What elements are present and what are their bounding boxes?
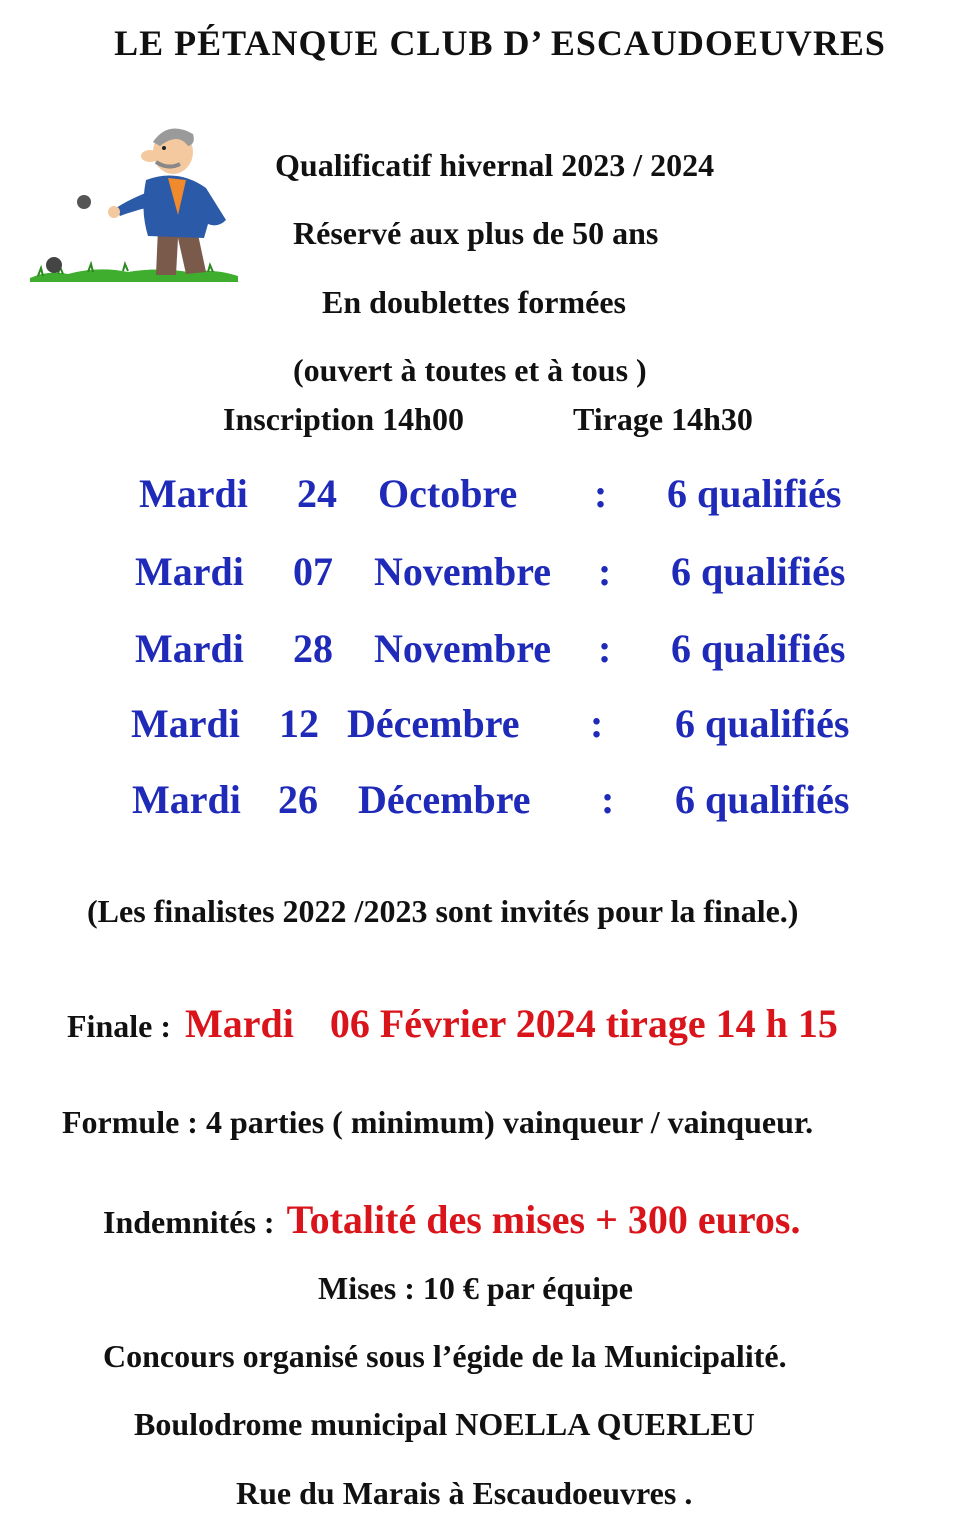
tirage-time: Tirage 14h30 [573, 401, 753, 437]
schedule-separator: : [594, 471, 608, 516]
formule-line: Formule : 4 parties ( minimum) vainqueur / vainqueur. [62, 1104, 814, 1140]
address-line: Rue du Marais à Escaudoeuvres . [236, 1475, 693, 1511]
open-to-all-line: (ouvert à toutes et à tous ) [293, 352, 647, 388]
schedule-separator: : [601, 777, 615, 822]
schedule-date: 12 [279, 701, 319, 746]
schedule-qualified: 6 qualifiés [667, 471, 842, 516]
finale-line [67, 1000, 838, 1050]
finale-day: Mardi [184, 1001, 294, 1046]
schedule-qualified: 6 qualifiés [671, 549, 846, 594]
petanque-player-cartoon-icon [28, 120, 243, 290]
schedule-day: Mardi [131, 701, 240, 746]
schedule-qualified: 6 qualifiés [671, 626, 846, 671]
schedule-day: Mardi [132, 777, 241, 822]
schedule-qualified: 6 qualifiés [675, 777, 850, 822]
schedule-date: 07 [293, 549, 333, 594]
indemnites-line [103, 1196, 800, 1246]
schedule-month: Novembre [374, 549, 551, 594]
inscription-time: Inscription 14h00 [223, 401, 464, 437]
age-restriction-line: Réservé aux plus de 50 ans [293, 215, 659, 251]
schedule-date: 26 [278, 777, 318, 822]
schedule-month: Novembre [374, 626, 551, 671]
finale-label: Finale : [67, 1008, 171, 1044]
schedule-month: Décembre [347, 701, 520, 746]
schedule-separator: : [590, 701, 604, 746]
page-title: LE PÉTANQUE CLUB D’ ESCAUDOEUVRES [114, 23, 886, 63]
indemnites-value: Totalité des mises + 300 euros. [286, 1197, 801, 1242]
schedule-month: Octobre [378, 471, 518, 516]
schedule-day: Mardi [135, 549, 244, 594]
finale-detail: 06 Février 2024 tirage 14 h 15 [329, 1001, 838, 1046]
format-line: En doublettes formées [322, 284, 626, 320]
finalists-note: (Les finalistes 2022 /2023 sont invités pour la finale.) [87, 893, 799, 929]
indemnites-label: Indemnités : [103, 1204, 275, 1240]
schedule-month: Décembre [358, 777, 531, 822]
schedule-separator: : [598, 549, 612, 594]
mises-line: Mises : 10 € par équipe [318, 1270, 633, 1306]
schedule-qualified: 6 qualifiés [675, 701, 850, 746]
boulodrome-line: Boulodrome municipal NOELLA QUERLEU [134, 1406, 755, 1442]
schedule-day: Mardi [139, 471, 248, 516]
concours-line: Concours organisé sous l’égide de la Municipalité. [103, 1338, 787, 1374]
event-qualifier-line: Qualificatif hivernal 2023 / 2024 [275, 147, 715, 183]
schedule-date: 28 [293, 626, 333, 671]
schedule-day: Mardi [135, 626, 244, 671]
schedule-date: 24 [297, 471, 337, 516]
schedule-separator: : [598, 626, 612, 671]
